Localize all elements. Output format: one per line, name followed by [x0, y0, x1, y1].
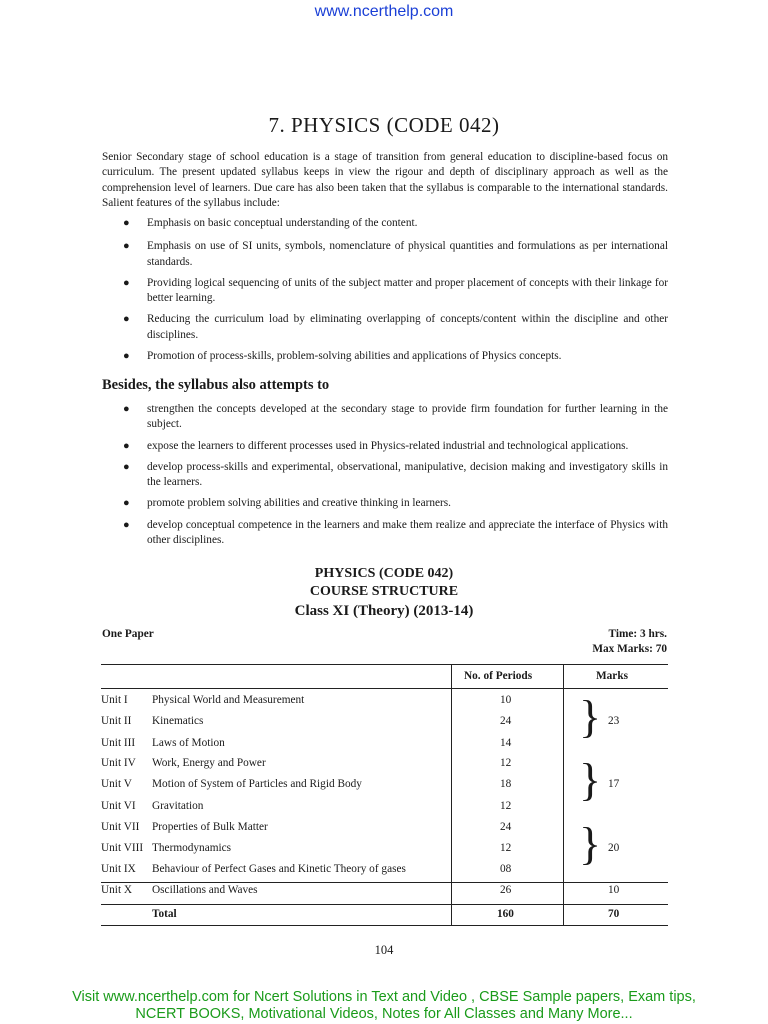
- unit-code: Unit VI: [101, 800, 136, 812]
- page-title: 7. PHYSICS (CODE 042): [268, 113, 500, 137]
- unit-name: Oscillations and Waves: [152, 884, 258, 896]
- site-link[interactable]: www.ncerthelp.com: [314, 3, 454, 20]
- one-paper-label: One Paper: [102, 628, 154, 640]
- list-item-text: promote problem solving abilities and creative thinking in learners.: [147, 497, 451, 510]
- list-item: [102, 312, 668, 343]
- list-item-text: expose the learners to different processes used in Physics-related industrial and technological applications.: [147, 439, 629, 452]
- list-item-text: develop process-skills and experimental, observational, manipulative, decision making and investigatory skills in the learners.: [147, 460, 668, 489]
- besides-heading: Besides, the syllabus also attempts to: [102, 377, 330, 393]
- unit-name: Laws of Motion: [152, 737, 225, 749]
- table-rule: [101, 904, 668, 905]
- unit-periods: 24: [500, 821, 512, 833]
- list-item: [102, 349, 668, 364]
- list-item-text: Reducing the curriculum load by eliminating overlapping of concepts/content within the discipline and other disciplines.: [147, 313, 668, 341]
- unit-periods: 14: [500, 737, 512, 749]
- course-heading-code: PHYSICS (CODE 042): [314, 566, 454, 581]
- page-number: 104: [374, 943, 394, 957]
- unit-name: Physical World and Measurement: [152, 694, 305, 706]
- list-item: [102, 439, 668, 454]
- unit-code: Unit I: [101, 694, 128, 706]
- intro-paragraph: Senior Secondary stage of school education is a stage of transition from general education to discipline-based focus on curriculum. The present updated syllabus keeps in view the rigour and depth of disciplinary approach as well as the comprehension level of learners. Due care has also been taken that the syllabus is comparable to the international standards. Salient features of the syllabus include:: [102, 151, 668, 209]
- course-heading-class: Class XI (Theory) (2013-14): [294, 603, 474, 619]
- unit-code: Unit VII: [101, 821, 140, 833]
- bullet-icon: ●: [123, 350, 130, 363]
- footer-line-2: NCERT BOOKS, Motivational Videos, Notes for All Classes and Many More...: [135, 1006, 633, 1022]
- unit-code: Unit IX: [101, 863, 136, 875]
- bullet-icon: ●: [123, 439, 130, 452]
- unit-periods: 24: [500, 715, 512, 727]
- group-marks: 23: [608, 715, 620, 727]
- unit-name: Kinematics: [152, 715, 204, 727]
- unit-name: Motion of System of Particles and Rigid Body: [152, 778, 362, 790]
- max-marks-label: Max Marks: 70: [592, 643, 667, 655]
- total-periods: 160: [497, 908, 514, 920]
- list-item: [102, 518, 668, 549]
- features-list: [102, 216, 668, 370]
- table-rule: [101, 688, 668, 689]
- unit-periods: 10: [500, 694, 512, 706]
- unit-periods: 18: [500, 778, 512, 790]
- periods-header: No. of Periods: [464, 670, 533, 682]
- unit-code: Unit II: [101, 715, 132, 727]
- unit-name: Gravitation: [152, 800, 204, 812]
- list-item-text: Emphasis on use of SI units, symbols, nomenclature of physical quantities and formulations as per international standards.: [147, 240, 668, 268]
- unit-name: Properties of Bulk Matter: [152, 821, 268, 833]
- list-item: [102, 239, 668, 270]
- bullet-icon: ●: [123, 276, 130, 289]
- group-brace: }: [579, 754, 602, 805]
- list-item-text: strengthen the concepts developed at the secondary stage to provide firm foundation for further learning in the subject.: [147, 403, 668, 431]
- table-divider: [563, 664, 564, 925]
- list-item-text: Providing logical sequencing of units of the subject matter and proper placement of concepts with their linkage for better learning.: [147, 276, 668, 305]
- list-item-text: Emphasis on basic conceptual understanding of the content.: [147, 217, 418, 229]
- list-item: [102, 402, 668, 433]
- unit-name: Work, Energy and Power: [152, 757, 266, 769]
- bullet-icon: ●: [123, 518, 130, 531]
- table-rule: [101, 925, 668, 926]
- footer-banner: [0, 989, 768, 1023]
- unit-code: Unit IV: [101, 757, 136, 769]
- group-brace: }: [579, 818, 602, 869]
- unit-name: Thermodynamics: [152, 842, 232, 854]
- bullet-icon: ●: [123, 460, 130, 473]
- list-item: [102, 216, 668, 231]
- unit-code: Unit III: [101, 737, 136, 749]
- unit-code: Unit X: [101, 884, 133, 896]
- group-marks: 20: [608, 842, 620, 854]
- footer-line-1: Visit www.ncerthelp.com for Ncert Solutions in Text and Video , CBSE Sample papers, Exam tips,: [72, 989, 696, 1005]
- total-marks: 70: [608, 908, 620, 920]
- unit-code: Unit V: [101, 778, 132, 790]
- course-heading-structure: COURSE STRUCTURE: [309, 584, 459, 599]
- unit-periods: 12: [500, 800, 512, 812]
- group-brace: }: [579, 691, 602, 742]
- bullet-icon: ●: [123, 403, 130, 415]
- bullet-icon: ●: [123, 217, 130, 229]
- list-item: [102, 276, 668, 307]
- unit-marks: 10: [608, 884, 620, 896]
- marks-header: Marks: [596, 670, 629, 682]
- unit-code: Unit VIII: [101, 842, 144, 854]
- time-label: Time: 3 hrs.: [608, 628, 667, 640]
- list-item-text: Promotion of process-skills, problem-solving abilities and applications of Physics concepts.: [147, 350, 562, 363]
- unit-periods: 12: [500, 842, 512, 854]
- list-item-text: develop conceptual competence in the learners and make them realize and appreciate the interface of Physics with other disciplines.: [147, 518, 668, 547]
- bullet-icon: ●: [123, 240, 130, 253]
- list-item: [102, 496, 668, 511]
- table-divider: [451, 664, 452, 925]
- bullet-icon: ●: [123, 313, 130, 326]
- attempts-list: [102, 402, 668, 554]
- unit-periods: 26: [500, 884, 512, 896]
- unit-periods: 12: [500, 757, 512, 769]
- bullet-icon: ●: [123, 497, 130, 510]
- unit-periods: 08: [500, 863, 512, 875]
- group-marks: 17: [608, 778, 620, 790]
- total-label: Total: [152, 908, 177, 920]
- table-rule: [101, 664, 668, 665]
- course-table: [101, 664, 668, 926]
- unit-name: Behaviour of Perfect Gases and Kinetic Theory of gases: [152, 863, 406, 875]
- list-item: [102, 460, 668, 491]
